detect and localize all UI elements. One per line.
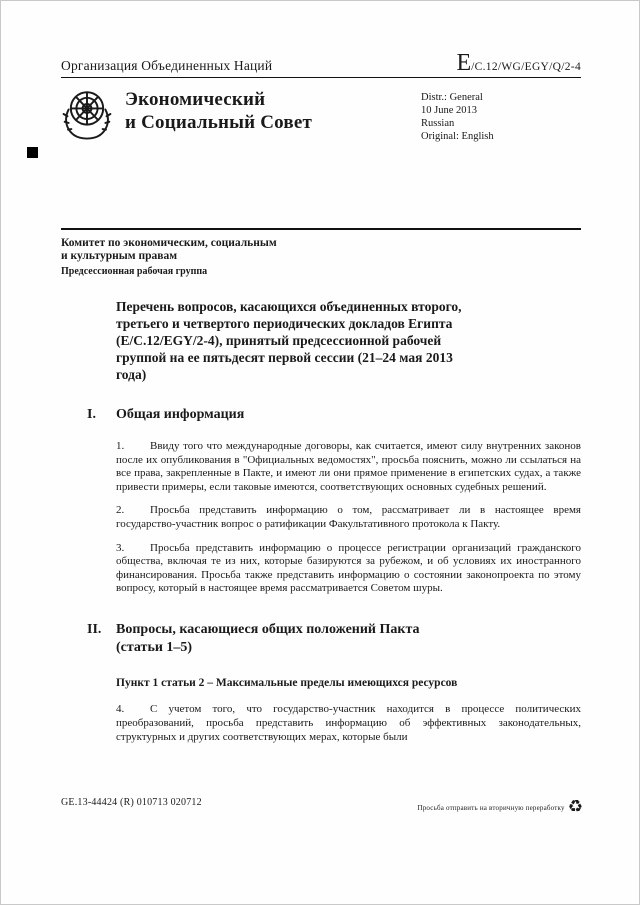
paragraph-4-text: С учетом того, что государство-участник находится в процессе политических преобразований, просьба представить информацию об эффективных законодательных, структурных и других соответствующих мерах, которые были	[116, 703, 581, 743]
section-general-information	[87, 406, 581, 596]
recycle-icon: ♻	[567, 797, 583, 817]
doc-symbol-letter: E	[456, 50, 472, 76]
article-subheading: Пункт 1 статьи 2 – Максимальные пределы имеющихся ресурсов	[116, 676, 458, 689]
paragraph-2-number: 2.	[116, 504, 125, 517]
council-title	[125, 88, 312, 134]
document-body	[87, 298, 581, 754]
header-rule	[61, 77, 581, 78]
section-1-number: I.	[87, 407, 96, 422]
recycle-note-text: Просьба отправить на вторичную переработку	[417, 803, 565, 812]
section-1-heading-text: Общая информация	[116, 407, 245, 422]
paragraph-2	[116, 504, 581, 531]
paragraph-1-text: Ввиду того что международные договоры, как считается, имеют силу внутренних законов после их опубликования в "Официальных ведомостях", просьба пояснить, можно ли ссылаться на все права, закрепленные в Пакте, и имеют ли они прямое применение в египетских судах, а также привести примеры, если таковые имеются, соответствующих основных судебных решений.	[116, 440, 581, 493]
distr-line: Distr.: General	[421, 92, 483, 103]
page-footer	[61, 797, 583, 816]
section-2-number: II.	[87, 621, 102, 637]
committee-line2: и культурным правам	[61, 250, 178, 262]
top-header	[61, 51, 581, 75]
recycle-note	[417, 799, 583, 816]
paragraph-3-text: Просьба представить информацию о процессе регистрации организаций гражданского общества, включая те из них, которые базируются за рубежом, и об условиях их иностранного финансирования. Просьба также представить информацию о состоянии законопроекта по этому вопросу, который в настоящее время рассматривается Советом шуры.	[116, 541, 581, 595]
paragraph-1	[116, 440, 581, 494]
section-2-heading-text: Вопросы, касающиеся общих положений Пакта (статьи 1–5)	[116, 621, 420, 655]
document-title: Перечень вопросов, касающихся объединенных второго, третьего и четвертого периодических докладов Египта (E/C.12/EGY/2-4), принятый предсессионной рабочей группой на ее пятьдесят первой сессии (21–24 мая 2013 года)	[116, 299, 462, 382]
doc-symbol-number: /C.12/WG/EGY/Q/2-4	[471, 61, 581, 73]
committee-line1: Комитет по экономическим, социальным	[61, 237, 277, 249]
committee-rule	[61, 228, 581, 230]
date-line: 10 June 2013	[421, 105, 477, 116]
council-line1: Экономический	[125, 89, 266, 110]
org-name: Организация Объединенных Наций	[61, 58, 273, 73]
un-emblem-icon	[59, 85, 115, 143]
section-2-heading	[87, 621, 581, 657]
distribution-block	[421, 91, 494, 143]
section-covenant-provisions	[87, 621, 581, 744]
original-line: Original: English	[421, 131, 494, 142]
footer-document-id: GE.13-44424 (R) 010713 020712	[61, 797, 202, 808]
committee-block	[61, 237, 277, 277]
committee-name	[61, 237, 277, 263]
language-line: Russian	[421, 118, 455, 129]
paragraph-3-number: 3.	[116, 541, 125, 554]
paragraph-4	[116, 703, 581, 744]
paragraph-3	[116, 542, 581, 596]
paragraph-4-number: 4.	[116, 703, 125, 716]
paragraph-2-text: Просьба представить информацию о том, рассматривает ли в настоящее время государство-участник вопрос о ратификации Факультативного протокола к Пакту.	[116, 504, 581, 530]
doc-symbol	[456, 51, 581, 75]
print-alignment-marker	[27, 147, 38, 158]
paragraph-1-number: 1.	[116, 440, 125, 452]
working-group-label: Предсессионная рабочая группа	[61, 266, 208, 277]
council-line2: и Социальный Совет	[125, 112, 313, 133]
section-1-heading	[87, 406, 581, 424]
